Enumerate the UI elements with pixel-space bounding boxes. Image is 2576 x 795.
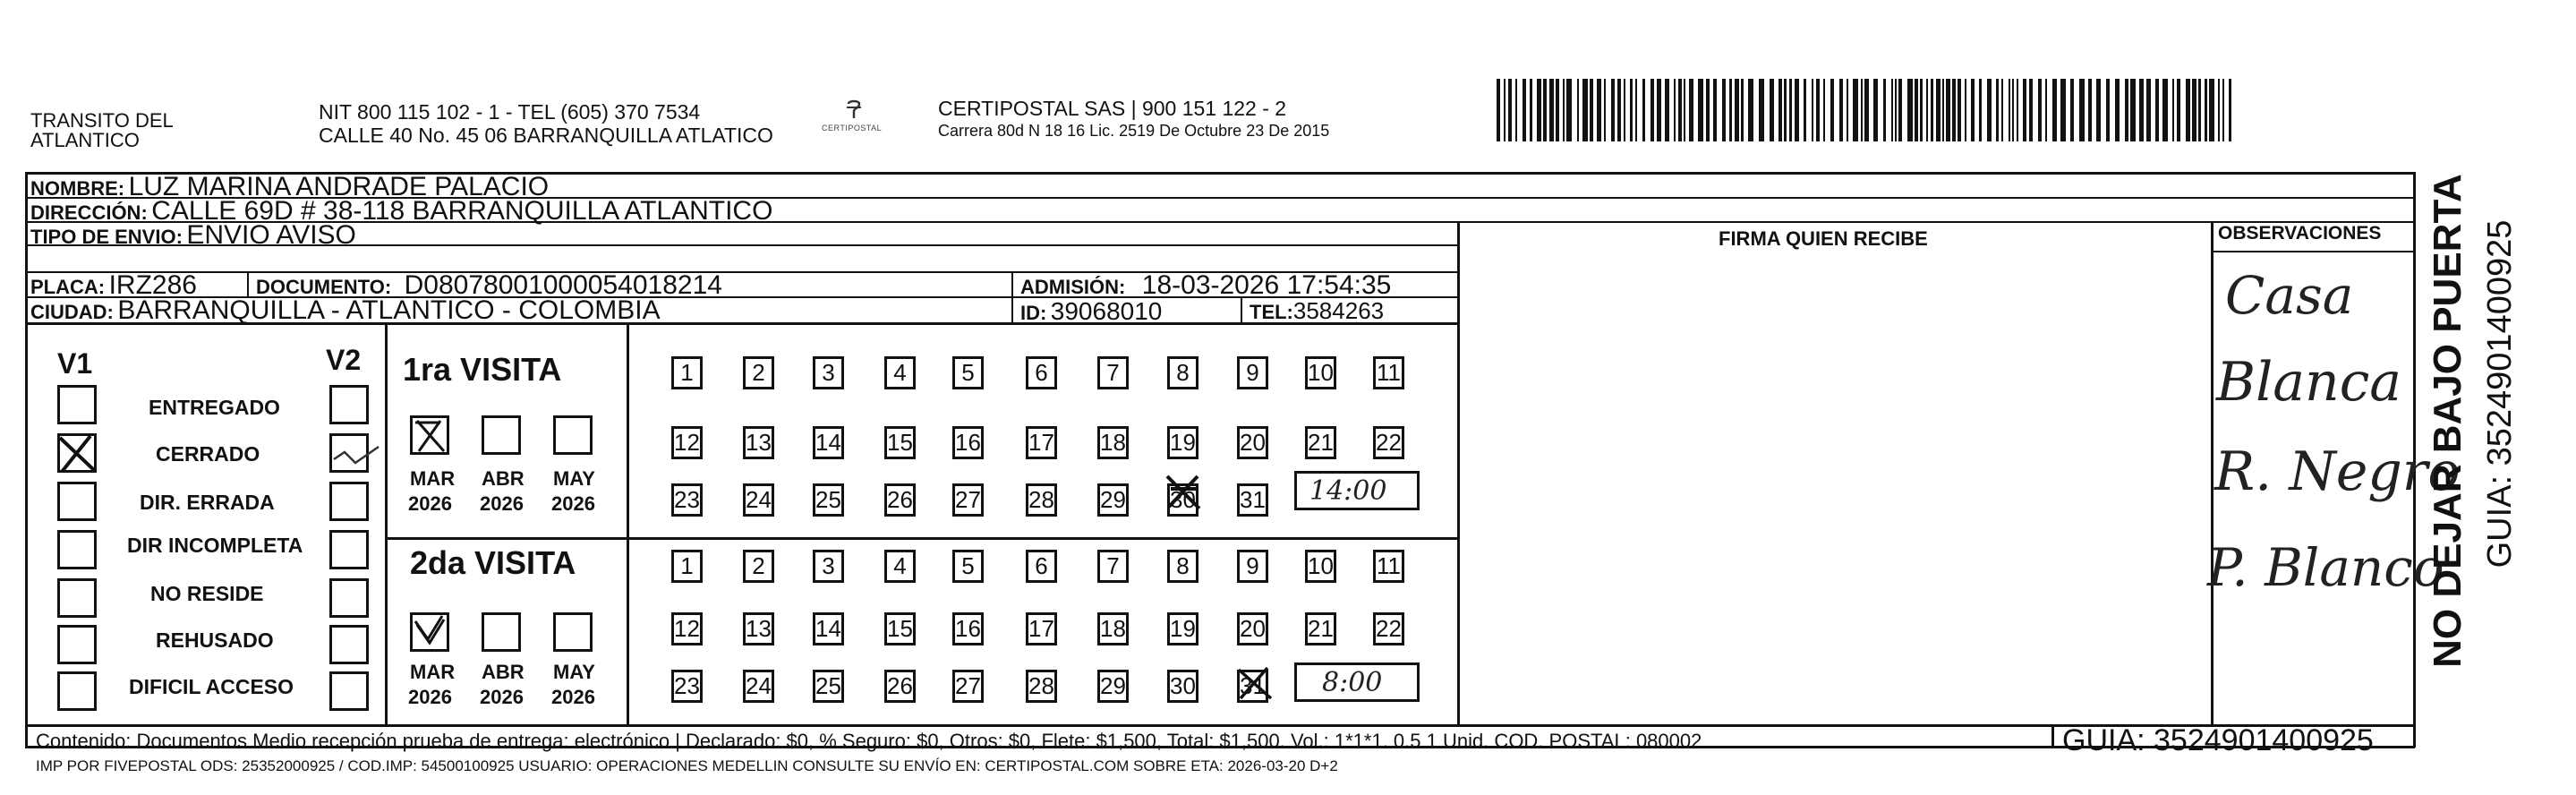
side-warning: NO DEJAR BAJO PUERTA	[2426, 174, 2469, 668]
visit-1-month-may: MAY	[553, 467, 595, 490]
sender-line-1: TRANSITO DEL	[30, 109, 174, 132]
visit-1-day-box[interactable]: 17	[1026, 426, 1057, 459]
visit-2-day-box[interactable]: 27	[952, 670, 984, 703]
visit-2-day-box[interactable]: 2	[743, 550, 774, 583]
nit-line: NIT 800 115 102 - 1 - TEL (605) 370 7534	[319, 100, 701, 124]
side-guia-wrap	[2479, 170, 2521, 618]
company-line: CERTIPOSTAL SAS | 900 151 122 - 2	[938, 97, 1287, 120]
ciudad-label: CIUDAD:	[30, 301, 114, 323]
visit-1-year-may: 2026	[551, 492, 595, 515]
nombre-value: LUZ MARINA ANDRADE PALACIO	[128, 172, 550, 201]
visit-1-month-mar-checkbox[interactable]	[410, 415, 449, 455]
sender-line-2: ATLANTICO	[30, 129, 140, 151]
certipostal-logo: CERTIPOSTAL	[816, 98, 891, 141]
visit-2-day-box[interactable]: 9	[1237, 550, 1268, 583]
status-dificil-acceso: DIFICIL ACCESO	[129, 675, 294, 698]
visit-2-day-box[interactable]: 15	[884, 612, 916, 645]
visit-2-day-box[interactable]: 4	[884, 550, 916, 583]
visit-1-month-may-checkbox[interactable]	[553, 415, 593, 455]
check-mark-icon	[328, 432, 400, 472]
v1-dir-incompleta-checkbox[interactable]	[57, 530, 97, 569]
visit-1-month-abr-checkbox[interactable]	[482, 415, 521, 455]
v2-dir-errada-checkbox[interactable]	[329, 482, 369, 521]
tel-value: 3584263	[1292, 297, 1385, 324]
visit-1-day-box[interactable]: 10	[1305, 356, 1336, 389]
visit-2-day-box[interactable]: 3	[813, 550, 844, 583]
visit-1-day-box[interactable]: 20	[1237, 426, 1268, 459]
visit-1-day-box[interactable]: 25	[813, 483, 844, 517]
visit-1-day-box[interactable]: 2	[743, 356, 774, 389]
license-line: Carrera 80d N 18 16 Lic. 2519 De Octubre 23 De 2015	[938, 122, 1330, 140]
side-guia: GUIA: 3524901400925	[2481, 219, 2519, 568]
ciudad-value: BARRANQUILLA - ATLANTICO - COLOMBIA	[117, 295, 661, 325]
visit-2-title: 2da VISITA	[410, 544, 576, 581]
visit-2-day-box[interactable]: 22	[1373, 612, 1404, 645]
visit-2-day-box[interactable]: 11	[1373, 550, 1404, 583]
status-rehusado: REHUSADO	[156, 628, 274, 652]
placa-value: IRZ286	[108, 270, 197, 300]
visit-2-day-box[interactable]: 30	[1167, 670, 1198, 703]
status-dir-incompleta: DIR INCOMPLETA	[127, 534, 303, 557]
observaciones-header: OBSERVACIONES	[2218, 223, 2382, 244]
check-mark-icon	[410, 612, 449, 652]
visit-2-day-31-mark-icon	[1235, 662, 1275, 705]
visit-1-day-box[interactable]: 4	[884, 356, 916, 389]
nombre-label: NOMBRE:	[30, 177, 125, 200]
tipo-envio-value: ENVIO AVISO	[186, 220, 356, 250]
v2-label: V2	[326, 344, 362, 376]
id-label: ID:	[1020, 302, 1047, 324]
visit-1-day-box[interactable]: 15	[884, 426, 916, 459]
v2-no-reside-checkbox[interactable]	[329, 578, 369, 618]
visit-2-month-abr: ABR	[482, 661, 525, 683]
visit-2-month-mar: MAR	[410, 661, 456, 683]
visit-1-day-box[interactable]: 1	[671, 356, 703, 389]
visit-2-day-box[interactable]: 14	[813, 612, 844, 645]
side-warning-wrap	[2422, 170, 2474, 671]
visit-1-day-box[interactable]: 13	[743, 426, 774, 459]
visit-1-day-box[interactable]: 19	[1167, 426, 1198, 459]
visit-2-day-box[interactable]: 28	[1026, 670, 1057, 703]
address-line: CALLE 40 No. 45 06 BARRANQUILLA ATLATICO	[319, 124, 773, 147]
v1-label: V1	[57, 347, 93, 380]
barcode	[1497, 79, 2241, 141]
visit-1-day-box[interactable]: 12	[671, 426, 703, 459]
visit-2-month-may: MAY	[553, 661, 595, 683]
direccion-label: DIRECCIÓN:	[30, 201, 148, 224]
direccion-value: CALLE 69D # 38-118 BARRANQUILLA ATLANTICO	[151, 196, 773, 226]
visit-1-day-box[interactable]: 27	[952, 483, 984, 517]
v2-dir-incompleta-checkbox[interactable]	[329, 530, 369, 569]
visit-1-day-box[interactable]: 30	[1167, 483, 1198, 517]
visit-1-day-box[interactable]: 29	[1097, 483, 1129, 517]
v2-cerrado-checkbox[interactable]	[329, 433, 369, 473]
visit-1-day-box[interactable]: 23	[671, 483, 703, 517]
placa-label: PLACA:	[30, 276, 106, 298]
visit-2-day-box[interactable]: 23	[671, 670, 703, 703]
visit-1-day-box[interactable]: 22	[1373, 426, 1404, 459]
visit-1-month-abr: ABR	[482, 467, 525, 490]
v2-entregado-checkbox[interactable]	[329, 385, 369, 424]
visit-2-month-abr-checkbox[interactable]	[482, 612, 521, 652]
status-dir-errada: DIR. ERRADA	[140, 491, 275, 514]
visit-2-day-box[interactable]: 10	[1305, 550, 1336, 583]
admision-value: 18-03-2026 17:54:35	[1141, 270, 1392, 300]
visit-2-month-mar-checkbox[interactable]	[410, 612, 449, 652]
visit-2-day-box[interactable]: 8	[1167, 550, 1198, 583]
x-mark-icon	[55, 432, 94, 472]
observaciones-line-4: P. Blanco	[2207, 537, 2444, 598]
footer-guia: GUIA: 3524901400925	[2062, 723, 2374, 757]
visit-1-day-box[interactable]: 3	[813, 356, 844, 389]
visit-1-day-box[interactable]: 11	[1373, 356, 1404, 389]
visit-2-day-box[interactable]: 16	[952, 612, 984, 645]
v2-dificil-acceso-checkbox[interactable]	[329, 671, 369, 711]
visit-2-day-box[interactable]: 1	[671, 550, 703, 583]
visit-2-day-box[interactable]: 24	[743, 670, 774, 703]
visit-1-day-30-mark-icon	[1164, 471, 1203, 514]
visit-1-day-box[interactable]: 16	[952, 426, 984, 459]
visit-2-day-box[interactable]: 20	[1237, 612, 1268, 645]
visit-1-day-box[interactable]: 28	[1026, 483, 1057, 517]
v2-rehusado-checkbox[interactable]	[329, 625, 369, 664]
visit-2-day-box[interactable]: 21	[1305, 612, 1336, 645]
footer-imp-line: IMP POR FIVEPOSTAL ODS: 25352000925 / COD.IMP: 54500100925 USUARIO: OPERACIONES MEDELLIN CONSULTE SU ENVÍO EN: CERTIPOSTAL.COM SOBRE ETA: 2026-03-20 D+2	[36, 757, 1338, 774]
visit-1-title: 1ra VISITA	[403, 351, 562, 388]
firma-header: FIRMA QUIEN RECIBE	[1719, 227, 1928, 250]
visit-2-day-box[interactable]: 5	[952, 550, 984, 583]
visit-2-day-box[interactable]: 29	[1097, 670, 1129, 703]
visit-2-day-box[interactable]: 18	[1097, 612, 1129, 645]
visit-2-year-abr: 2026	[480, 686, 524, 708]
tel-label: TEL:	[1250, 301, 1293, 323]
visit-1-day-box[interactable]: 5	[952, 356, 984, 389]
v1-dir-errada-checkbox[interactable]	[57, 482, 97, 521]
visit-1-day-box[interactable]: 26	[884, 483, 916, 517]
visit-1-hour-box[interactable]	[1294, 471, 1420, 510]
visit-2-day-box[interactable]: 25	[813, 670, 844, 703]
footer-contenido: Contenido: Documentos Medio recepción prueba de entrega: electrónico | Declarado: $0, % Seguro: $0, Otros: $0, Flete: $1,500, Total: $1,500. Vol.: 1*1*1. 0.5 1 Unid. COD. POSTAL: 080002	[36, 730, 1702, 752]
v1-no-reside-checkbox[interactable]	[57, 578, 97, 618]
visit-1-day-box[interactable]: 24	[743, 483, 774, 517]
visit-2-year-may: 2026	[551, 686, 595, 708]
visit-2-year-mar: 2026	[408, 686, 452, 708]
visit-2-day-box[interactable]: 19	[1167, 612, 1198, 645]
visit-1-year-mar: 2026	[408, 492, 452, 515]
visit-2-day-box[interactable]: 13	[743, 612, 774, 645]
visit-1-day-box[interactable]: 7	[1097, 356, 1129, 389]
v1-entregado-checkbox[interactable]	[57, 385, 97, 424]
v1-rehusado-checkbox[interactable]	[57, 625, 97, 664]
observaciones-line-1: Casa	[2225, 265, 2354, 326]
visit-2-hour-note: 8:00	[1322, 667, 1383, 698]
status-entregado: ENTREGADO	[149, 396, 280, 419]
documento-label: DOCUMENTO:	[256, 276, 392, 298]
v1-cerrado-checkbox[interactable]	[57, 433, 97, 473]
visit-2-month-may-checkbox[interactable]	[553, 612, 593, 652]
admision-label: ADMISIÓN:	[1020, 276, 1126, 298]
visit-1-day-box[interactable]: 18	[1097, 426, 1129, 459]
x-mark-icon	[410, 415, 449, 455]
visit-1-day-box[interactable]: 9	[1237, 356, 1268, 389]
visit-1-day-box[interactable]: 6	[1026, 356, 1057, 389]
id-value: 39068010	[1050, 297, 1163, 325]
visit-1-year-abr: 2026	[480, 492, 524, 515]
visit-2-day-box[interactable]: 31	[1237, 670, 1268, 703]
visit-2-hour-box[interactable]	[1294, 662, 1420, 702]
visit-1-day-box[interactable]: 14	[813, 426, 844, 459]
visit-1-day-box[interactable]: 21	[1305, 426, 1336, 459]
documento-value: D08078001000054018214	[404, 270, 722, 300]
visit-2-day-box[interactable]: 7	[1097, 550, 1129, 583]
visit-2-day-box[interactable]: 6	[1026, 550, 1057, 583]
v1-dificil-acceso-checkbox[interactable]	[57, 671, 97, 711]
visit-2-day-box[interactable]: 12	[671, 612, 703, 645]
visit-1-day-box[interactable]: 31	[1237, 483, 1268, 517]
tipo-envio-label: TIPO DE ENVIO:	[30, 226, 183, 248]
visit-1-month-mar: MAR	[410, 467, 456, 490]
visit-1-hour-note: 14:00	[1309, 475, 1387, 507]
status-no-reside: NO RESIDE	[150, 582, 264, 605]
visit-1-day-box[interactable]: 8	[1167, 356, 1198, 389]
visit-2-day-box[interactable]: 17	[1026, 612, 1057, 645]
observaciones-line-2: Blanca	[2216, 351, 2402, 414]
visit-2-day-box[interactable]: 26	[884, 670, 916, 703]
observaciones-line-3: R. Negro	[2214, 440, 2461, 503]
status-cerrado: CERRADO	[156, 442, 260, 466]
